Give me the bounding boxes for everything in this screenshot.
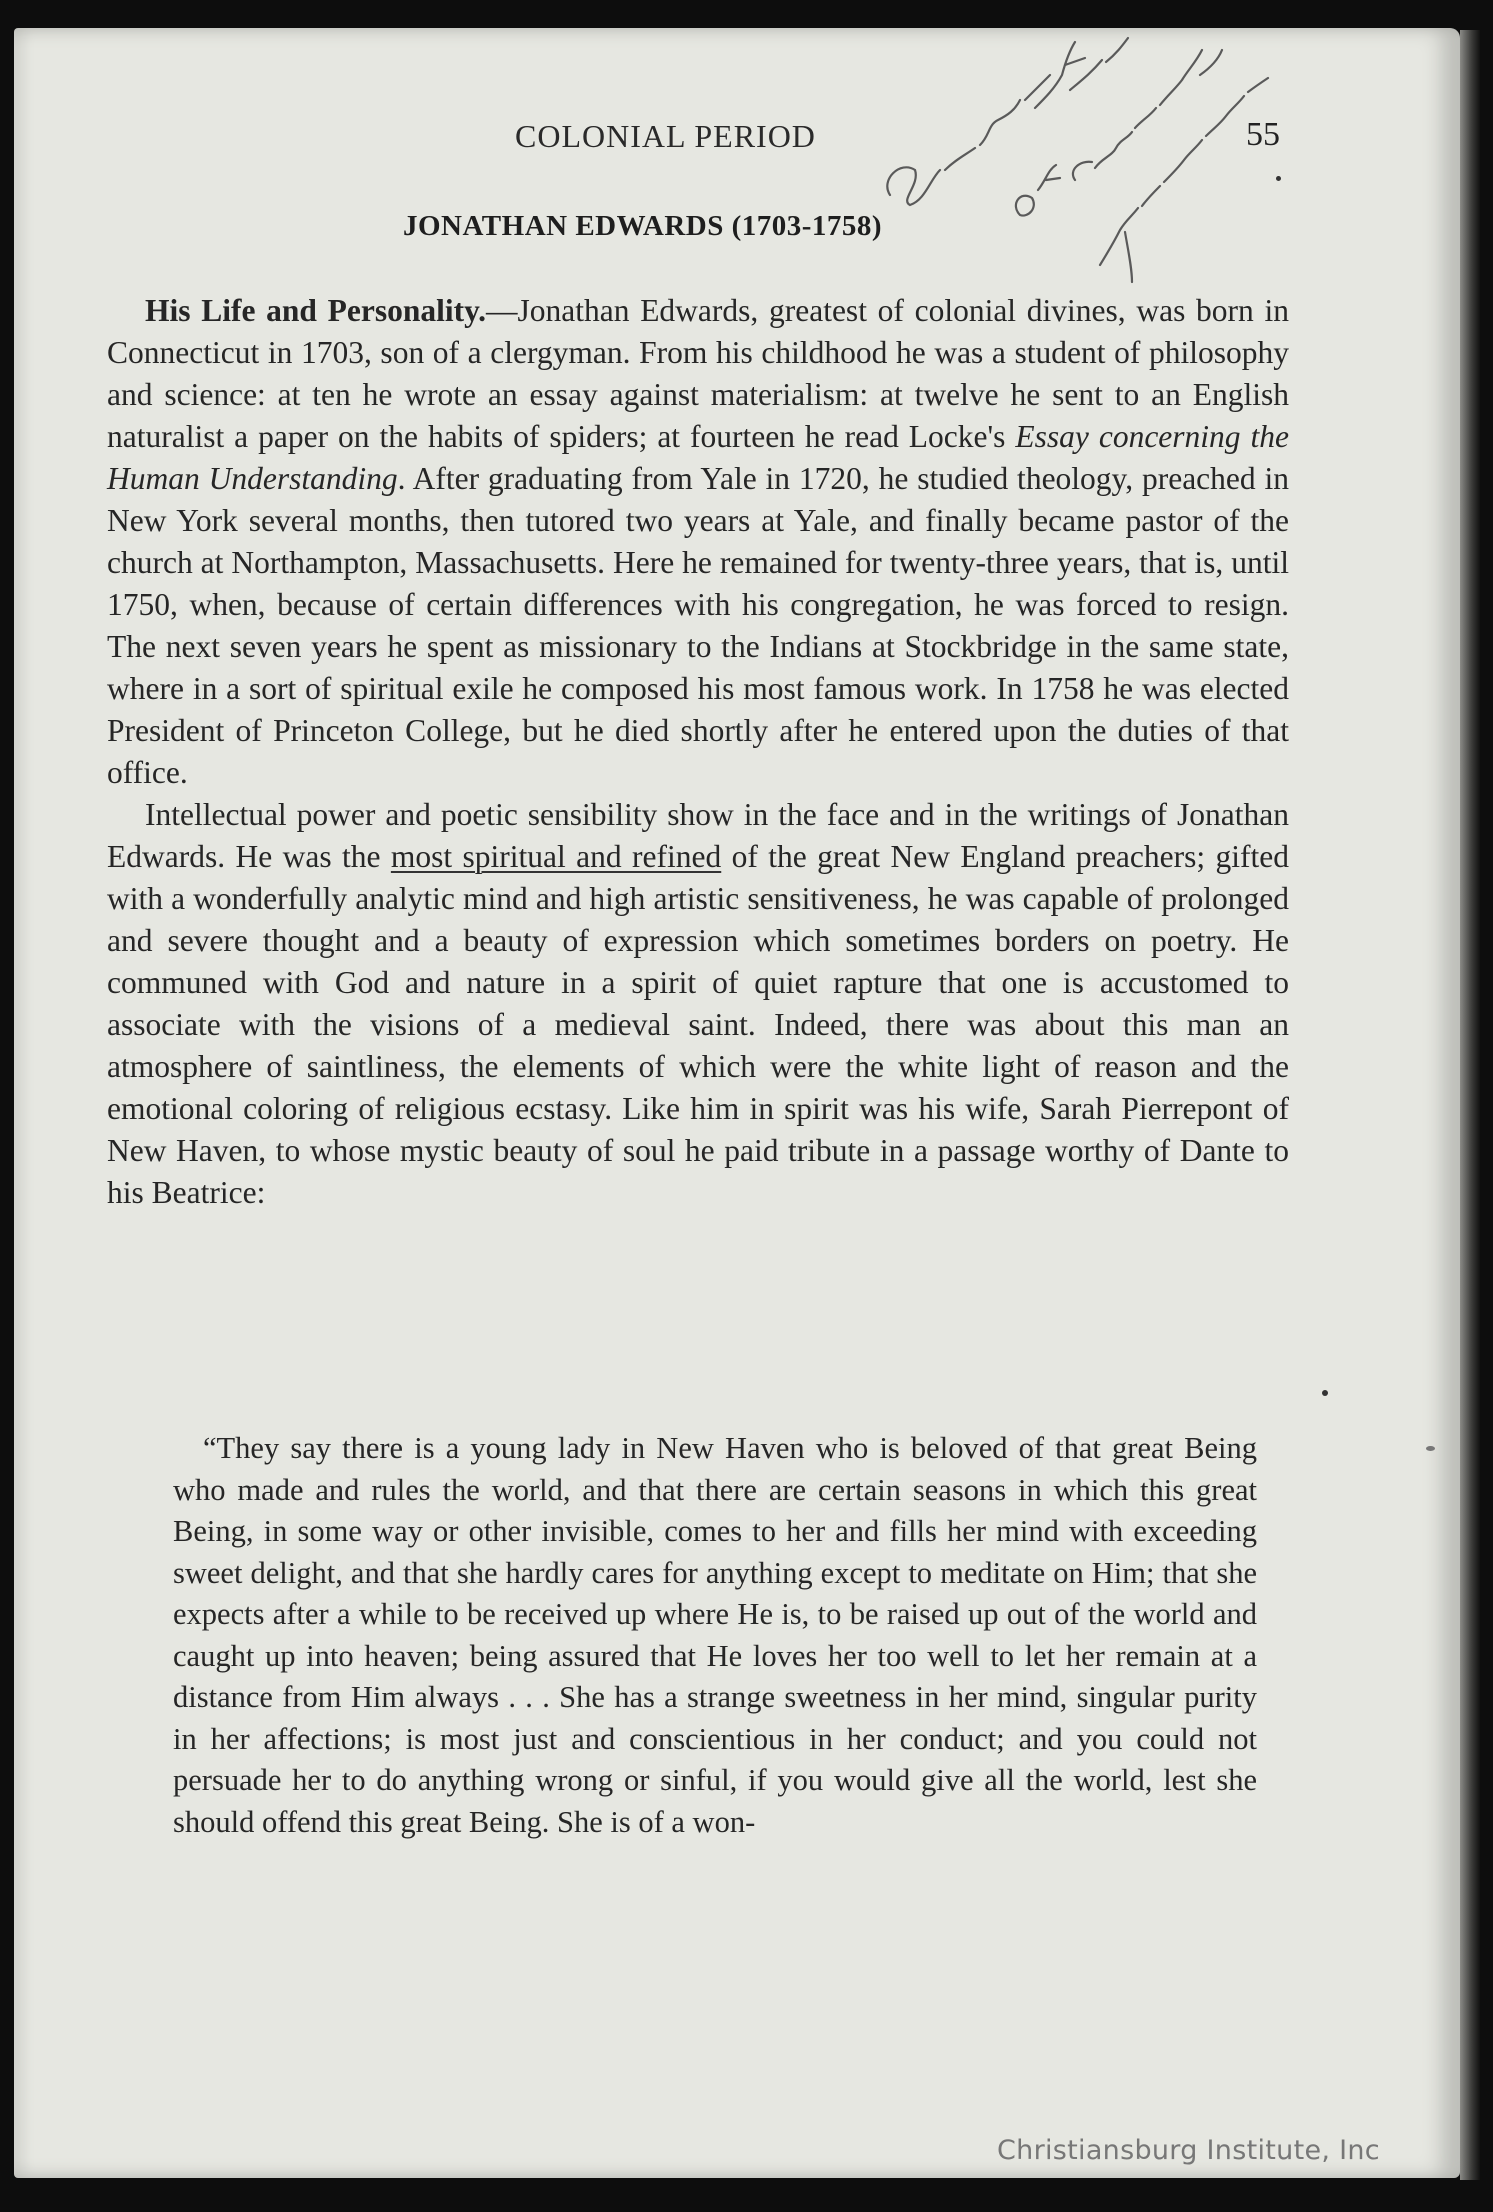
watermark: Christiansburg Institute, Inc xyxy=(997,2135,1380,2166)
underlined-phrase: most spiritual and refined xyxy=(390,839,722,874)
chapter-title: JONATHAN EDWARDS (1703-1758) xyxy=(403,210,883,242)
block-quote xyxy=(173,1428,1257,1843)
paragraph-text: —Jonathan Edwards, greatest of colonial divines, was born in Connecticut in 1703, son of a clergyman. From his childhood he was a student of philosophy and science: at ten he wrote an essay against materialism: at twelve he sent to an English naturalist a paper on the habits of spiders; at fourteen he read Locke's xyxy=(107,293,1289,454)
section-lead-heading: His Life and Personality. xyxy=(145,293,487,328)
page-speck xyxy=(1276,176,1281,181)
paragraph-text: of the great New England preachers; gifted with a wonderfully analytic mind and high artistic sensitiveness, he was capable of prolonged and severe thought and a beauty of expression which sometimes borders on poetry. He communed with God and nature in a spirit of quiet rapture that one is accustomed to associate with the visions of a medieval saint. Indeed, there was about this man an atmosphere of saintliness, the elements of which were the white light of reason and the emotional coloring of religious ecstasy. Like him in spirit was his wife, Sarah Pierrepont of New Haven, to whose mystic beauty of soul he paid tribute in a passage worthy of Dante to his Beatrice: xyxy=(107,839,1289,1210)
page-speck xyxy=(1322,1390,1328,1396)
page-speck xyxy=(1426,1446,1435,1451)
paragraph-life-and-personality xyxy=(107,290,1289,794)
book-title-italic: Essay concerning the Human Understanding xyxy=(107,419,1289,496)
paragraph-text: . After graduating from Yale in 1720, he studied theology, preached in New York several months, then tutored two years at Yale, and finally became pastor of the church at Northampton, Massachusetts. Here he remained for twenty-three years, that is, until 1750, when, because of certain differences with his congregation, he was forced to resign. The next seven years he spent as missionary to the Indians at Stockbridge in the same state, where in a sort of spiritual exile he composed his most famous work. In 1758 he was elected President of Princeton College, but he died shortly after he entered upon the duties of that office. xyxy=(107,461,1289,790)
body-text xyxy=(107,290,1289,1214)
paragraph-text: Intellectual power and poetic sensibility show in the face and in the writings of Jonathan Edwards. He was the xyxy=(107,797,1289,874)
quote-text: “They say there is a young lady in New Haven who is beloved of that great Being who made and rules the world, and that there are certain seasons in which this great Being, in some way or other invisible, comes to her and fills her mind with exceeding sweet delight, and that she hardly cares for anything except to meditate on Him; that she expects after a while to be received up where He is, to be raised up out of the world and caught up into heaven; being assured that He loves her too well to let her remain at a distance from Him always . . . She has a strange sweetness in her mind, singular purity in her affections; is most just and conscientious in her conduct; and you could not persuade her to do anything wrong or sinful, if you would give all the world, lest she should offend this great Being. She is of a won- xyxy=(173,1431,1257,1839)
running-head: COLONIAL PERIOD xyxy=(515,118,816,154)
page-number: 55 xyxy=(1246,116,1280,153)
handwritten-annotation xyxy=(870,20,1350,300)
book-spine-edge xyxy=(1460,30,1480,2180)
paragraph-intellectual-power xyxy=(107,794,1289,1214)
